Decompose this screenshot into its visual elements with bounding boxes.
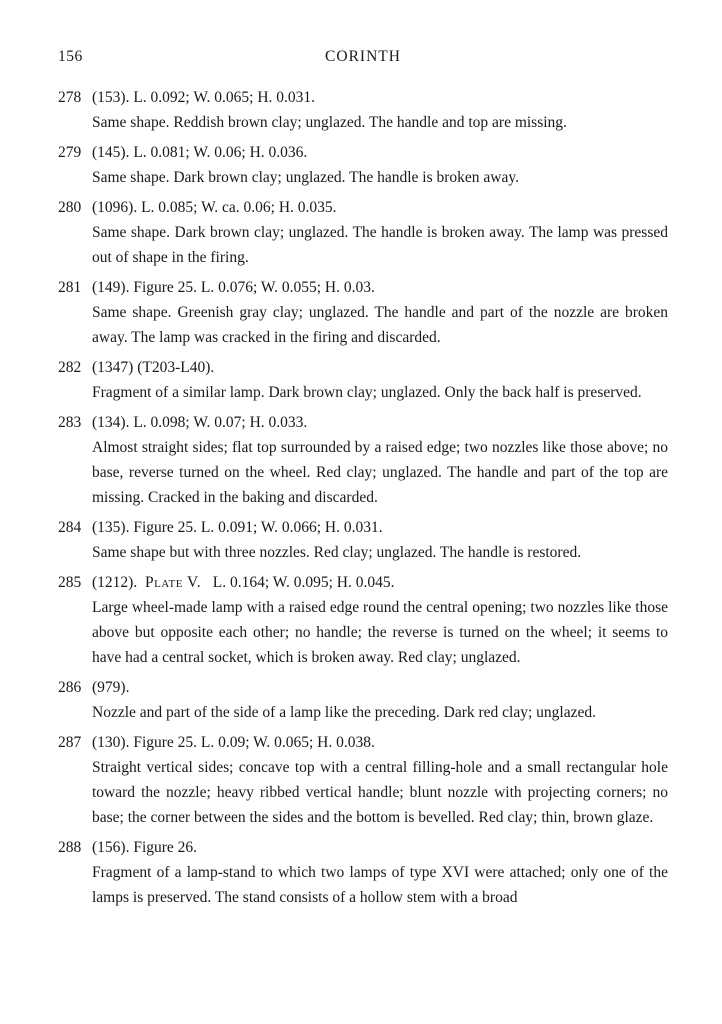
- entry-head: [58, 355, 668, 380]
- entry-inventory: (1212).: [92, 574, 138, 591]
- entry-reference: (1096). L. 0.085; W. ca. 0.06; H. 0.035.: [92, 199, 337, 216]
- entry-reference: (135). Figure 25. L. 0.091; W. 0.066; H. 0.031.: [92, 519, 383, 536]
- entry-description: Same shape. Dark brown clay; unglazed. The handle is broken away.: [92, 169, 519, 186]
- entry-description: Same shape. Dark brown clay; unglazed. The handle is broken away. The lamp was pressed out of shape in the firing.: [92, 224, 668, 266]
- entry-head: [58, 835, 668, 860]
- entry-number: 282: [58, 359, 82, 376]
- entry-head: [58, 275, 668, 300]
- entry-plate: Plate V.: [144, 574, 202, 591]
- entry-reference: (156). Figure 26.: [92, 839, 198, 856]
- catalogue-entry-278: [58, 85, 668, 135]
- entry-number: 284: [58, 519, 82, 536]
- catalogue-entry-286: [58, 675, 668, 725]
- entry-number: 280: [58, 199, 82, 216]
- entry-number: 287: [58, 734, 82, 751]
- entry-description: Fragment of a similar lamp. Dark brown clay; unglazed. Only the back half is preserved.: [92, 384, 642, 401]
- entry-number: 286: [58, 679, 82, 696]
- entry-number: 279: [58, 144, 82, 161]
- entry-head: [58, 570, 668, 595]
- entry-reference: (134). L. 0.098; W. 0.07; H. 0.033.: [92, 414, 308, 431]
- catalogue-entry-281: [58, 275, 668, 350]
- entry-head: [58, 730, 668, 755]
- entry-number: 283: [58, 414, 82, 431]
- entry-reference: [92, 570, 394, 595]
- entry-reference: (145). L. 0.081; W. 0.06; H. 0.036.: [92, 144, 308, 161]
- entry-number: 288: [58, 839, 82, 856]
- entry-reference: (1347) (T203-L40).: [92, 359, 215, 376]
- entry-description: Straight vertical sides; concave top with a central filling-hole and a small rectangular hole toward the nozzle; heavy ribbed vertical handle; blunt nozzle with projecting corners; no base; the corner between the sides and the bottom is bevelled. Red clay; thin, brown glaze.: [92, 759, 668, 826]
- catalogue-entry-285: [58, 570, 668, 670]
- entry-reference: (130). Figure 25. L. 0.09; W. 0.065; H. 0.038.: [92, 734, 375, 751]
- entry-head: [58, 85, 668, 110]
- entry-description: Same shape but with three nozzles. Red clay; unglazed. The handle is restored.: [92, 544, 582, 561]
- entry-number: 281: [58, 279, 82, 296]
- page-number: 156: [58, 48, 83, 65]
- running-title: CORINTH: [325, 48, 401, 65]
- entry-head: [58, 410, 668, 435]
- catalogue-entry-283: [58, 410, 668, 510]
- entry-reference: (149). Figure 25. L. 0.076; W. 0.055; H. 0.03.: [92, 279, 375, 296]
- catalogue-entry-287: [58, 730, 668, 830]
- entry-description: Nozzle and part of the side of a lamp like the preceding. Dark red clay; unglazed.: [92, 704, 596, 721]
- entry-reference: (979).: [92, 679, 130, 696]
- catalogue-entry-279: [58, 140, 668, 190]
- catalogue-entry-282: [58, 355, 668, 405]
- entry-number: 285: [58, 574, 82, 591]
- entry-reference: (153). L. 0.092; W. 0.065; H. 0.031.: [92, 89, 316, 106]
- entry-dimensions: L. 0.164; W. 0.095; H. 0.045.: [212, 574, 395, 591]
- catalogue-entries: [58, 85, 668, 915]
- running-head: [58, 48, 668, 72]
- entry-head: [58, 675, 668, 700]
- entry-description: Large wheel-made lamp with a raised edge round the central opening; two nozzles like those above but opposite each other; no handle; the reverse is turned on the wheel; it seems to have had a central socket, which is broken away. Red clay; unglazed.: [92, 599, 668, 666]
- catalogue-entry-288: [58, 835, 668, 910]
- entry-number: 278: [58, 89, 82, 106]
- entry-description: Fragment of a lamp-stand to which two lamps of type XVI were attached; only one of the lamps is preserved. The stand consists of a hollow stem with a broad: [92, 864, 668, 906]
- entry-description: Same shape. Reddish brown clay; unglazed. The handle and top are missing.: [92, 114, 567, 131]
- catalogue-entry-284: [58, 515, 668, 565]
- entry-head: [58, 515, 668, 540]
- entry-head: [58, 140, 668, 165]
- entry-head: [58, 195, 668, 220]
- entry-description: Almost straight sides; flat top surrounded by a raised edge; two nozzles like those above; no base, reverse turned on the wheel. Red clay; unglazed. The handle and part of the top are missing. Cracked in the baking and discarded.: [92, 439, 668, 506]
- catalogue-entry-280: [58, 195, 668, 270]
- entry-description: Same shape. Greenish gray clay; unglazed. The handle and part of the nozzle are broken away. The lamp was cracked in the firing and discarded.: [92, 304, 668, 346]
